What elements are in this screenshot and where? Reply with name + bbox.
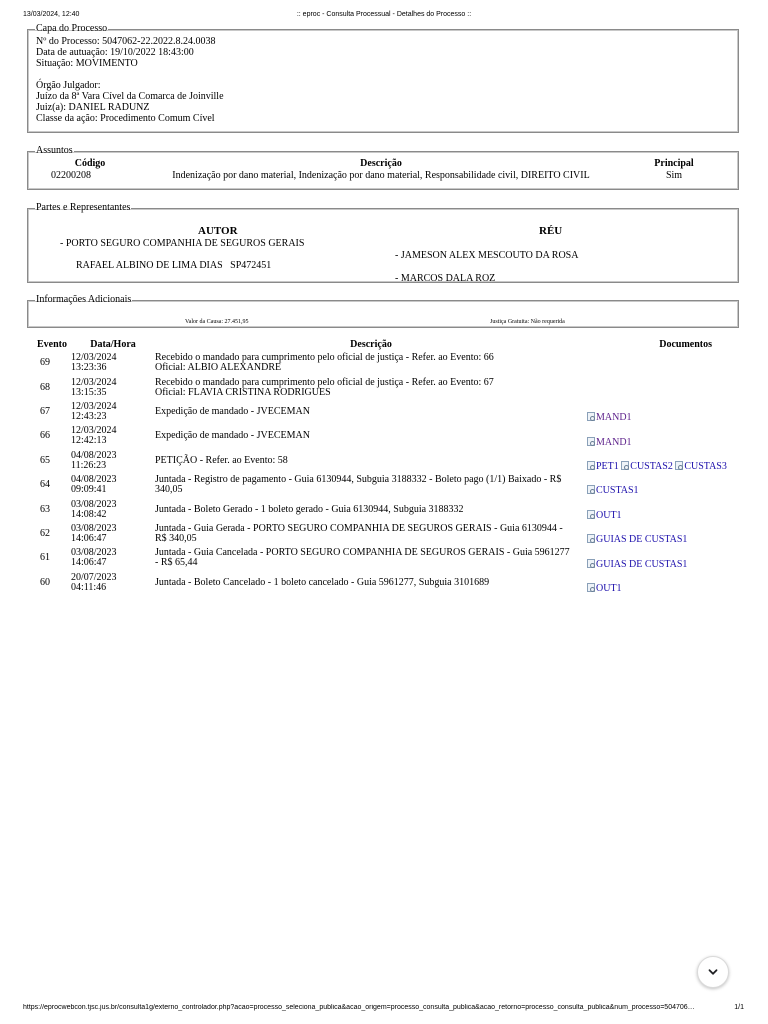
evento-descricao: [155, 375, 587, 399]
evento-number: 62: [40, 527, 50, 539]
advogado-oab: SP472451: [230, 260, 272, 271]
evento-number: 60: [40, 576, 50, 588]
document-link[interactable]: [587, 510, 622, 521]
document-link[interactable]: [587, 534, 687, 545]
evento-date: 03/08/2023: [71, 498, 117, 510]
chevron-down-icon: [707, 966, 719, 978]
orgao-label: Órgão Julgador:: [36, 80, 101, 91]
evento-time: 09:09:41: [71, 484, 107, 496]
document-magnifier-icon: [587, 510, 595, 519]
evento-number: 66: [40, 430, 50, 442]
descricao-line: Juntada - Registro de pagamento - Guia 6130944, Subguia 3188332 - Boleto pago (1/1) Baixado - R$: [155, 474, 562, 486]
document-label: MAND1: [596, 412, 632, 424]
evento-time: 14:06:47: [71, 557, 107, 569]
document-magnifier-icon: [587, 534, 595, 543]
autuacao-date: Data de autuação: 19/10/2022 18:43:00: [36, 47, 194, 58]
evento-descricao: [155, 400, 587, 424]
document-label: OUT1: [596, 582, 622, 594]
evento-descricao: [155, 497, 587, 521]
document-label: PET1: [596, 460, 619, 472]
evento-documentos: [587, 400, 737, 424]
evento-datetime: [71, 375, 155, 399]
evento-time: 04:11:46: [71, 581, 107, 593]
partes-legend: Partes e Representantes: [36, 202, 131, 213]
document-link[interactable]: [587, 583, 622, 594]
assuntos-table: [36, 158, 730, 182]
juizo: Juízo da 8ª Vara Cível da Comarca de Joinville: [36, 91, 224, 102]
document-magnifier-icon: [675, 461, 683, 470]
evento-documentos: [587, 497, 737, 521]
evento-descricao: [155, 546, 587, 570]
evento-descricao: [155, 473, 587, 497]
evento-number: 67: [40, 405, 50, 417]
descricao-line: Juntada - Boleto Gerado - 1 boleto gerado - Guia 6130944, Subguia 3188332: [155, 503, 464, 515]
document-magnifier-icon: [621, 461, 629, 470]
evento-date: 12/03/2024: [71, 425, 117, 437]
evento-number: 69: [40, 357, 50, 369]
table-row: [37, 571, 737, 595]
evento-number: 65: [40, 454, 50, 466]
table-row: [37, 375, 737, 399]
evento-date: 12/03/2024: [71, 400, 117, 412]
evento-date: 03/08/2023: [71, 547, 117, 559]
descricao-line: Oficial: FLAVIA CRISTINA RODRIGUES: [155, 386, 331, 398]
descricao-line: Juntada - Guia Gerada - PORTO SEGURO COMPANHIA DE SEGUROS GERAIS - Guia 6130944 -: [155, 522, 563, 534]
autor-name: - PORTO SEGURO COMPANHIA DE SEGUROS GERAIS: [60, 238, 305, 249]
descricao-line: Expedição de mandado - JVECEMAN: [155, 430, 310, 442]
document-magnifier-icon: [587, 412, 595, 421]
document-label: GUIAS DE CUSTAS1: [596, 534, 688, 546]
evento-datetime: [71, 351, 155, 375]
descricao-line: R$ 340,05: [155, 532, 197, 544]
evento-time: 11:26:23: [71, 459, 107, 471]
assuntos-legend: Assuntos: [36, 145, 73, 156]
codigo-header: Código: [74, 158, 106, 169]
document-label: MAND1: [596, 436, 632, 448]
descricao-header: Descrição: [360, 158, 402, 169]
descricao-line: Juntada - Boleto Cancelado - 1 boleto cancelado - Guia 5961277, Subguia 3101689: [155, 576, 490, 588]
descricao-line: 340,05: [155, 484, 183, 496]
evento-documentos: [587, 424, 737, 448]
evento-number: 68: [40, 381, 50, 393]
table-row: [37, 473, 737, 497]
document-label: CUSTAS3: [684, 460, 727, 472]
evento-number: 64: [40, 479, 50, 491]
autor-header: AUTOR: [198, 225, 238, 237]
events-table: [37, 338, 737, 595]
capa-content: [36, 36, 730, 124]
reu-2: - MARCOS DALA ROZ: [395, 273, 496, 284]
partes-fieldset: [27, 203, 739, 283]
evento-documentos: [587, 449, 737, 473]
evento-time: 14:06:47: [71, 532, 107, 544]
evento-documentos: [587, 375, 737, 399]
document-label: OUT1: [596, 509, 622, 521]
descricao-line: PETIÇÃO - Refer. ao Evento: 58: [155, 454, 288, 466]
table-row: [37, 497, 737, 521]
table-row: [36, 170, 730, 182]
reu-1: - JAMESON ALEX MESCOUTO DA ROSA: [395, 250, 579, 261]
advogado-name: RAFAEL ALBINO DE LIMA DIAS: [76, 260, 223, 271]
print-url: https://eprocwebcon.tjsc.jus.br/consulta1g/externo_controlador.php?acao=processo_seleciona_publica&acao_origem=processo_consulta_publica&acao_retorno=processo_consulta_publica&num_processo=504706…: [23, 1004, 695, 1011]
evento-documentos: [587, 546, 737, 570]
table-row: [37, 400, 737, 424]
evento-time: 12:42:13: [71, 435, 107, 447]
evento-time: 13:23:36: [71, 362, 107, 374]
print-page: 1/1: [734, 1004, 744, 1011]
evento-datetime: [71, 424, 155, 448]
document-link[interactable]: [675, 461, 727, 472]
assunto-descricao: Indenização por dano material, Indenização por dano material, Responsabilidade civil, DIREITO CIVIL: [172, 170, 590, 181]
print-date: 13/03/2024, 12:40: [23, 11, 80, 18]
evento-descricao: [155, 351, 587, 375]
print-title: :: eproc - Consulta Processual - Detalhes do Processo ::: [296, 11, 472, 18]
process-number: Nº do Processo: 5047062-22.2022.8.24.0038: [36, 36, 216, 47]
documentos-header: Documentos: [659, 338, 712, 350]
table-row: [37, 424, 737, 448]
capa-fieldset: [27, 24, 739, 133]
reu-header: RÉU: [539, 225, 563, 237]
evento-datetime: [71, 546, 155, 570]
evento-date: 20/07/2023: [71, 571, 117, 583]
evento-time: 12:43:23: [71, 410, 107, 422]
document-link[interactable]: [587, 559, 687, 570]
table-row: [37, 449, 737, 473]
evento-time: 13:15:35: [71, 386, 107, 398]
document-link[interactable]: [621, 461, 673, 472]
assuntos-fieldset: [27, 146, 739, 190]
document-magnifier-icon: [587, 437, 595, 446]
document-label: GUIAS DE CUSTAS1: [596, 558, 688, 570]
print-footer: [0, 1004, 768, 1014]
document-link[interactable]: [587, 412, 632, 423]
descricao-line: Oficial: ALBIO ALEXANDRE: [155, 362, 282, 374]
evento-descricao: [155, 571, 587, 595]
descricao-line: - R$ 65,44: [155, 557, 198, 569]
evento-date: 04/08/2023: [71, 474, 117, 486]
document-magnifier-icon: [587, 583, 595, 592]
justica-gratuita: Justiça Gratuita: Não requerida: [490, 319, 565, 325]
scroll-down-button[interactable]: [697, 956, 729, 988]
evento-datetime: [71, 497, 155, 521]
evento-descricao: [155, 424, 587, 448]
evento-date: 03/08/2023: [71, 522, 117, 534]
capa-legend: Capa do Processo: [36, 23, 108, 34]
evento-datetime: [71, 571, 155, 595]
events-body: [37, 351, 737, 595]
info-legend: Informações Adicionais: [36, 294, 132, 305]
evento-datetime: [71, 473, 155, 497]
document-label: CUSTAS1: [596, 485, 639, 497]
evento-date: 12/03/2024: [71, 376, 117, 388]
assunto-principal: Sim: [665, 170, 683, 181]
evento-descricao: [155, 449, 587, 473]
valor-causa: Valor da Causa: 27.451,95: [185, 319, 249, 325]
evento-header: Evento: [37, 338, 67, 350]
advogado-line: [76, 260, 271, 271]
data-header: Data/Hora: [90, 338, 136, 350]
descricao-line: Recebido o mandado para cumprimento pelo oficial de justiça - Refer. ao Evento: 66: [155, 352, 494, 364]
juiz: Juiz(a): DANIEL RADUNZ: [36, 102, 150, 113]
document-link[interactable]: [587, 485, 639, 496]
evento-time: 14:08:42: [71, 508, 107, 520]
descricao-line: Juntada - Guia Cancelada - PORTO SEGURO COMPANHIA DE SEGUROS GERAIS - Guia 5961277: [155, 547, 570, 559]
evento-date: 04/08/2023: [71, 449, 117, 461]
document-link[interactable]: [587, 437, 632, 448]
evento-datetime: [71, 449, 155, 473]
table-row: [37, 522, 737, 546]
document-magnifier-icon: [587, 461, 595, 470]
descricao-line: Expedição de mandado - JVECEMAN: [155, 405, 310, 417]
document-magnifier-icon: [587, 485, 595, 494]
evento-date: 12/03/2024: [71, 352, 117, 364]
evento-documentos: [587, 473, 737, 497]
descricao-header: Descrição: [350, 338, 392, 350]
table-row: [37, 351, 737, 375]
descricao-line: Recebido o mandado para cumprimento pelo oficial de justiça - Refer. ao Evento: 67: [155, 376, 494, 388]
document-magnifier-icon: [587, 559, 595, 568]
classe-acao: Classe da ação: Procedimento Comum Cível: [36, 113, 215, 124]
evento-datetime: [71, 400, 155, 424]
print-header: [0, 11, 768, 21]
evento-documentos: [587, 571, 737, 595]
principal-header: Principal: [654, 158, 694, 169]
evento-documentos: [587, 351, 737, 375]
document-link[interactable]: [587, 461, 619, 472]
table-row: [37, 546, 737, 570]
evento-datetime: [71, 522, 155, 546]
situacao: Situação: MOVIMENTO: [36, 58, 138, 69]
evento-descricao: [155, 522, 587, 546]
evento-number: 63: [40, 503, 50, 515]
assunto-codigo: 02200208: [51, 170, 91, 181]
evento-documentos: [587, 522, 737, 546]
document-label: CUSTAS2: [630, 460, 673, 472]
evento-number: 61: [40, 552, 50, 564]
info-fieldset: [27, 295, 739, 328]
